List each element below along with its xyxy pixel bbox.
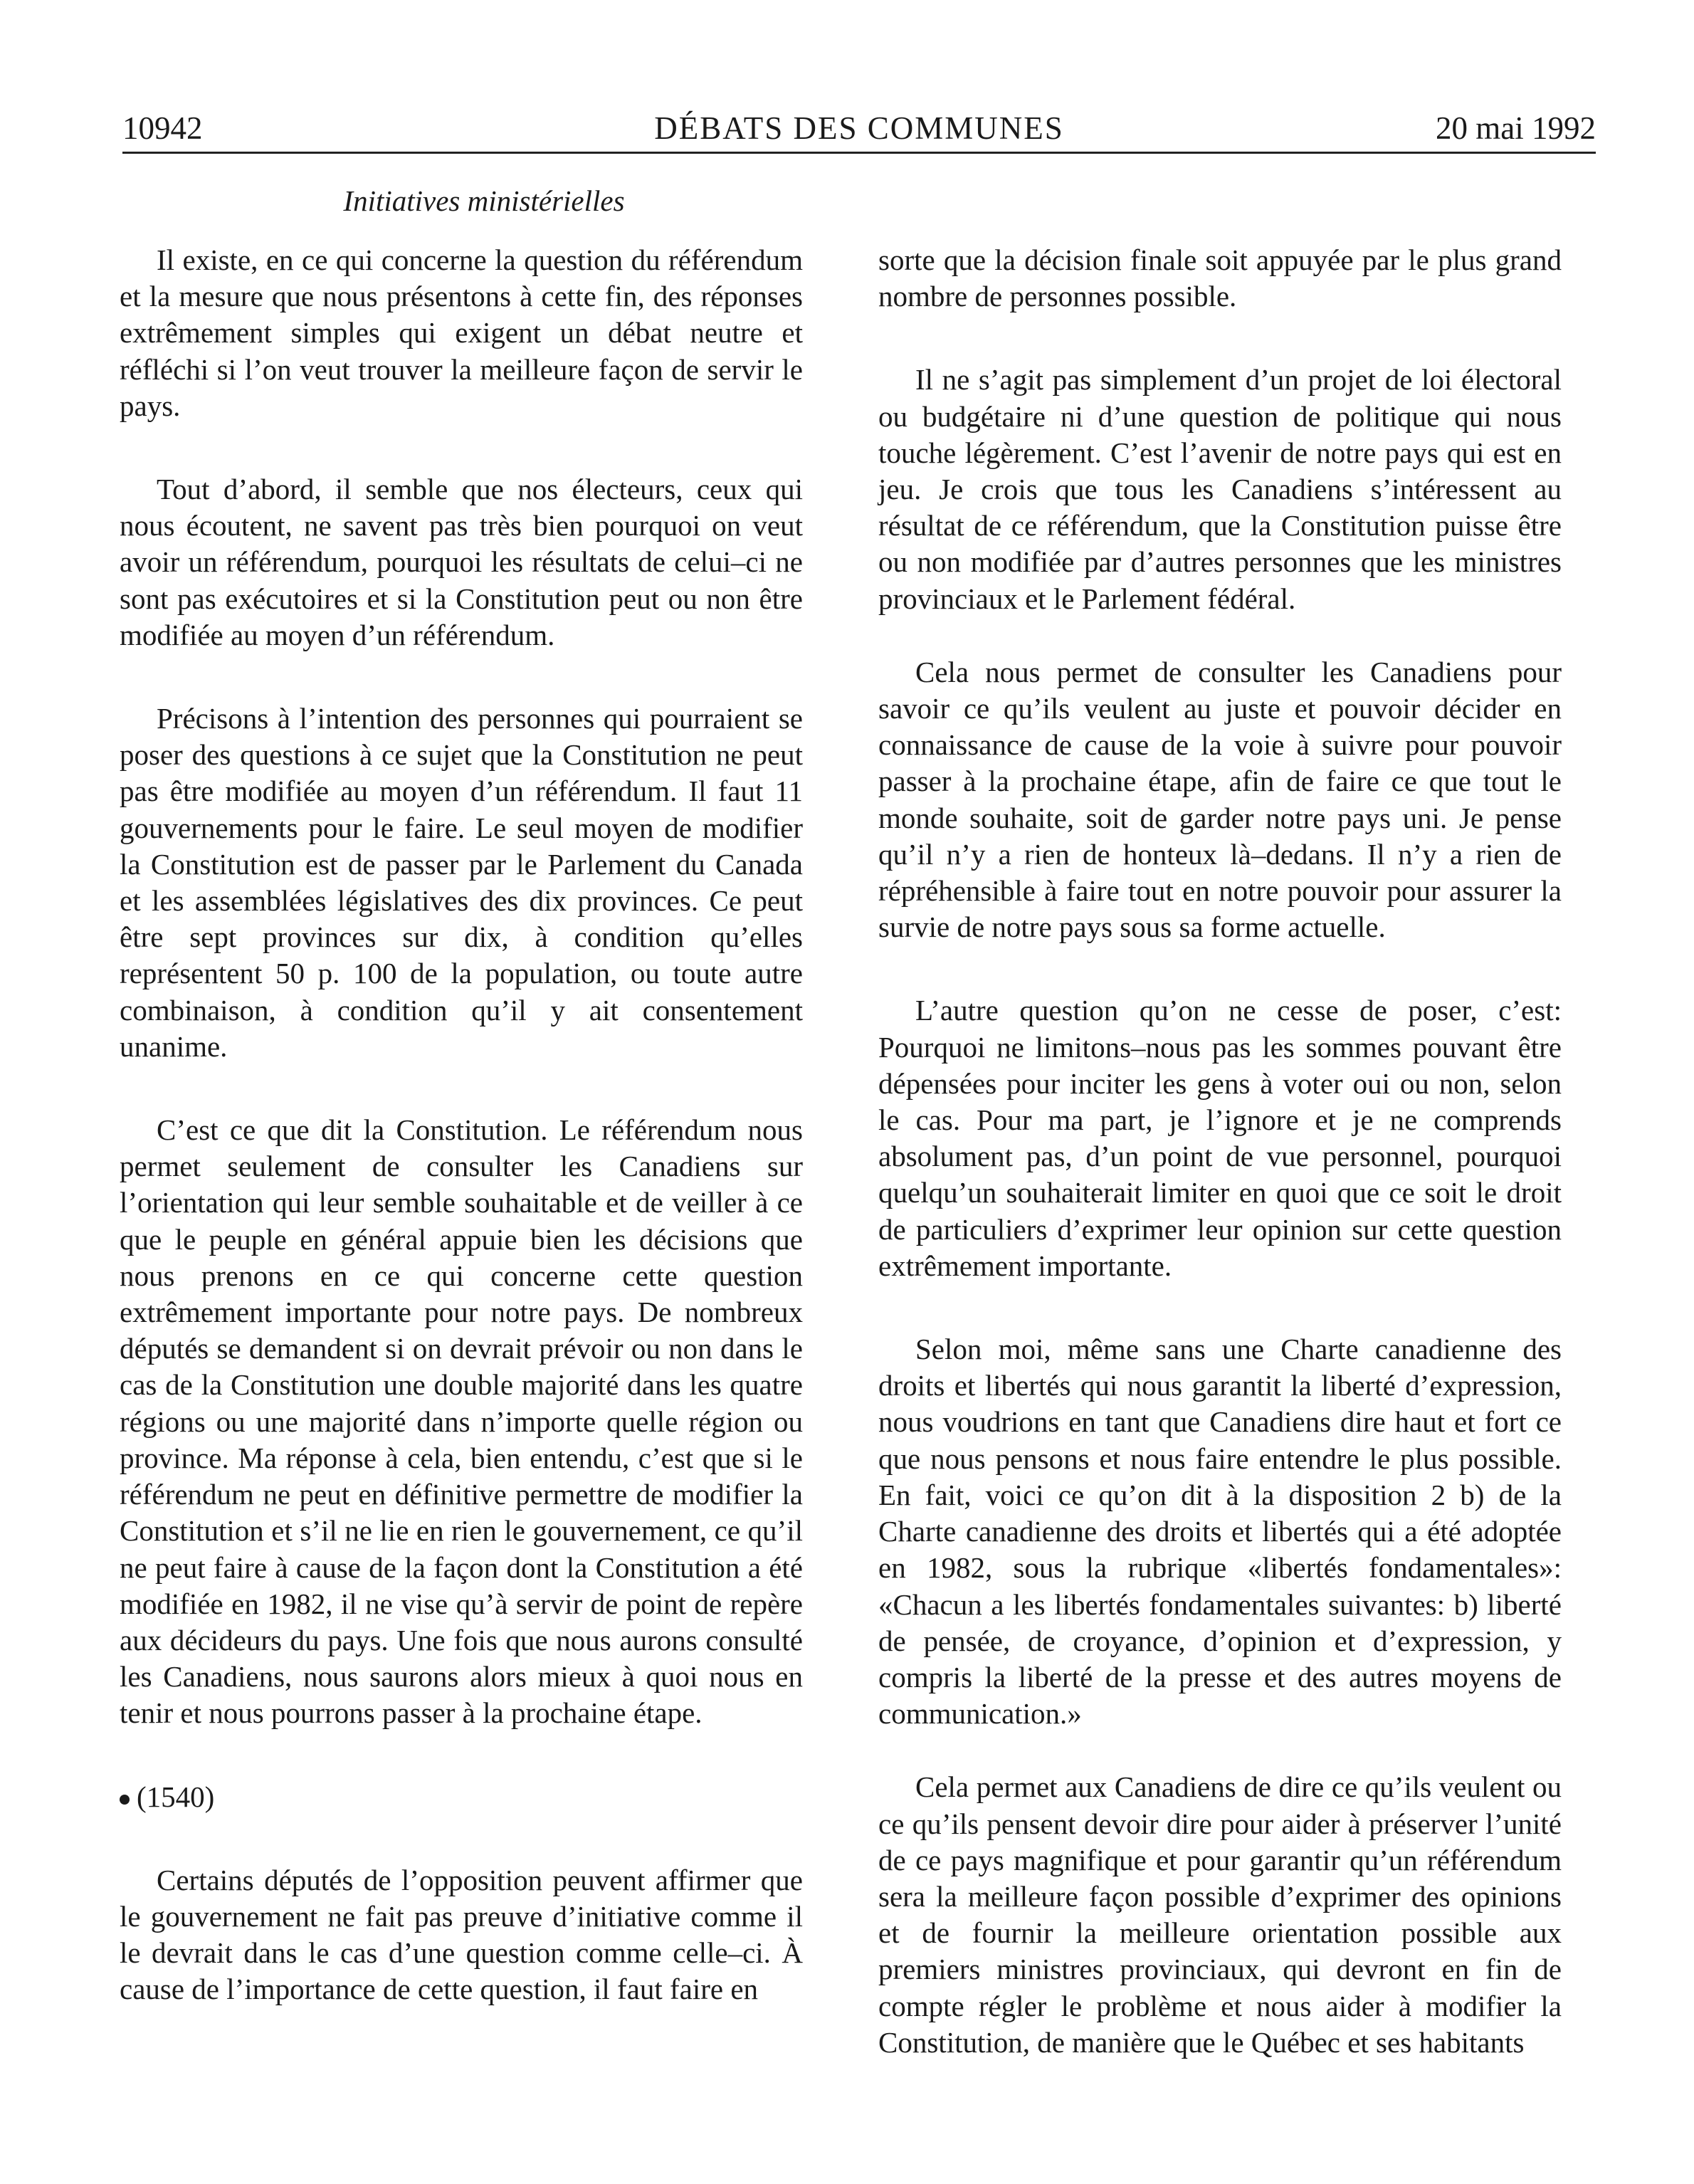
page-header xyxy=(122,107,1596,157)
right-paragraph-1: sorte que la décision finale soit appuyée par le plus grand nombre de personnes possible. xyxy=(878,243,1562,313)
publication-title: DÉBATS DES COMMUNES xyxy=(654,110,1064,146)
publication-date: 20 mai 1992 xyxy=(1436,110,1596,146)
time-marker xyxy=(120,1779,803,1815)
left-paragraph-5: Certains députés de l’opposition peuvent affirmer que le gouvernement ne fait pas preuve d’initiative comme il le devrait dans le cas d’une question comme celle–ci. À cause de l’importance de cette question, il faut faire en xyxy=(120,1863,803,2006)
left-paragraph-4: C’est ce que dit la Constitution. Le référendum nous permet seulement de consulter les Canadiens sur l’orientation qui leur semble souhaitable et de veiller à ce que le peuple en général appuie bien les décisions que nous prenons en ce qui concerne cette question extrêmement importante pour notre pays. De nombreux députés se demandent si on devrait prévoir ou non dans le cas de la Constitution une double majorité dans les quatre régions ou une majorité dans n’importe quelle région ou province. Ma réponse à cela, bien entendu, c’est que si le référendum ne peut en définitive permettre de modifier la Constitution et s’il ne lie en rien le gouvernement, ce qu’il ne peut faire à cause de la façon dont la Constitution a été modifiée en 1982, il ne vise qu’à servir de point de repère aux décideurs du pays. Une fois que nous aurons consulté les Canadiens, nous saurons alors mieux à quoi nous en tenir et nous pourrons passer à la prochaine étape. xyxy=(120,1113,803,1730)
page-number: 10942 xyxy=(122,110,203,146)
left-column xyxy=(120,242,803,2008)
left-paragraph-2: Tout d’abord, il semble que nos électeurs, ceux qui nous écoutent, ne savent pas très bien pourquoi on veut avoir un référendum, pourquoi les résultats de celui–ci ne sont pas exécutoires et si la Constitution peut ou non être modifiée au moyen d’un référendum. xyxy=(120,473,803,651)
right-paragraph-6: Cela permet aux Canadiens de dire ce qu’ils veulent ou ce qu’ils pensent devoir dire pour aider à préserver l’unité de ce pays magnifique et pour garantir qu’un référendum sera la meilleure façon possible d’exprimer des opinions et de fournir la meilleure orientation possible aux premiers ministres provinciaux, qui devront en fin de compte régler le problème et nous aider à modifier la Constitution, de manière que le Québec et ses habitants xyxy=(878,1770,1562,2059)
right-paragraph-5: Selon moi, même sans une Charte canadienne des droits et libertés qui nous garantit la liberté d’expression, nous voudrions en tant que Canadiens dire haut et fort ce que nous pensons et nous faire entendre le plus possible. En fait, voici ce qu’on dit à la disposition 2 b) de la Charte canadienne des droits et libertés qui a été adoptée en 1982, sous la rubrique «libertés fondamentales»: «Chacun a les libertés fondamentales suivantes: b) liberté de pensée, de croyance, d’opinion et d’expression, y compris la liberté de la presse et des autres moyens de communication.» xyxy=(878,1333,1562,1731)
section-title: Initiatives ministérielles xyxy=(343,184,625,217)
left-paragraph-1: Il existe, en ce qui concerne la question du référendum et la mesure que nous présentons à cette fin, des réponses extrêmement simples qui exigent un débat neutre et réfléchi si l’on veut trouver la meilleure façon de servir le pays. xyxy=(120,243,803,422)
right-paragraph-3: Cela nous permet de consulter les Canadiens pour savoir ce qu’ils veulent au juste et pouvoir décider en connaissance de cause de la voie à suivre pour pouvoir passer à la prochaine étape, afin de faire ce que tout le monde souhaite, soit de garder notre pays uni. Je pense qu’il n’y a rien de honteux là–dedans. Il n’y a rien de répréhensible à faire tout en notre pouvoir pour assurer la survie de notre pays sous sa forme actuelle. xyxy=(878,655,1562,944)
right-paragraph-2: Il ne s’agit pas simplement d’un projet de loi électoral ou budgétaire ni d’une question de politique qui nous touche légèrement. C’est l’avenir de notre pays qui est en jeu. Je crois que tous les Canadiens s’intéressent au résultat de ce référendum, que la Constitution puisse être ou non modifiée par d’autres personnes que les ministres provinciaux et le Parlement fédéral. xyxy=(878,363,1562,615)
bullet-icon xyxy=(120,1795,130,1805)
right-paragraph-4: L’autre question qu’on ne cesse de poser, c’est: Pourquoi ne limitons–nous pas les sommes pouvant être dépensées pour inciter les gens à voter oui ou non, selon le cas. Pour ma part, je l’ignore et je ne comprends absolument pas, d’un point de vue personnel, pourquoi quelqu’un souhaiterait limiter en quoi que ce soit le droit de particuliers d’exprimer leur opinion sur cette question extrêmement importante. xyxy=(878,994,1562,1282)
right-column xyxy=(878,242,1562,2061)
left-paragraph-3: Précisons à l’intention des personnes qui pourraient se poser des questions à ce sujet que la Constitution ne peut pas être modifiée au moyen d’un référendum. Il faut 11 gouvernements pour le faire. Le seul moyen de modifier la Constitution est de passer par le Parlement du Canada et les assemblées législatives des dix provinces. Ce peut être sept provinces sur dix, à condition qu’elles représentent 50 p. 100 de la population, ou toute autre combinaison, à condition qu’il y ait consentement unanime. xyxy=(120,702,803,1063)
header-rule xyxy=(122,152,1596,154)
time-marker-text: (1540) xyxy=(137,1780,215,1813)
